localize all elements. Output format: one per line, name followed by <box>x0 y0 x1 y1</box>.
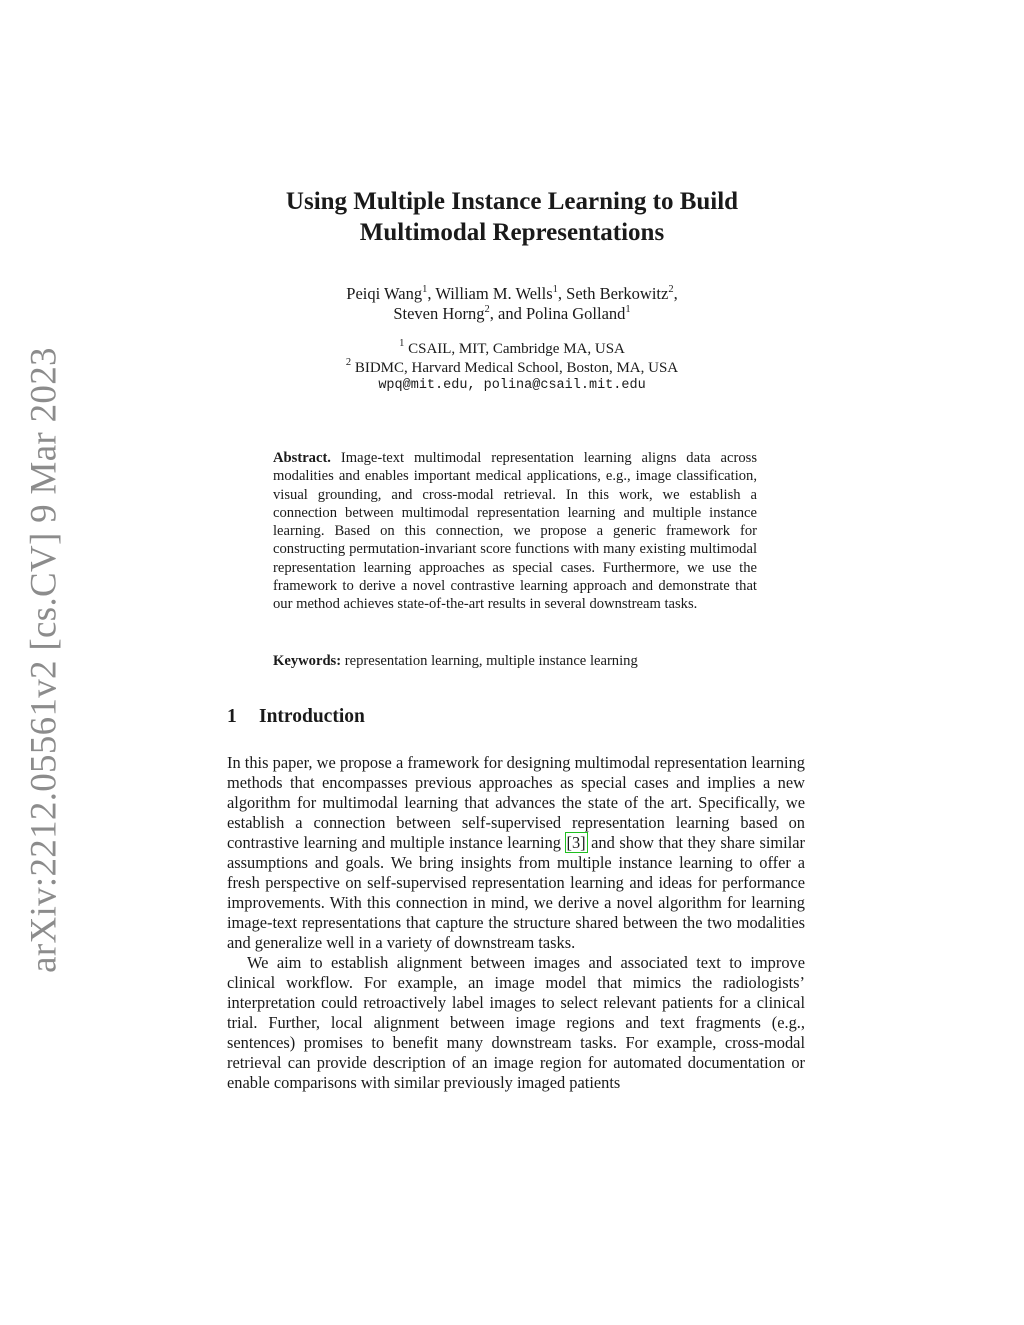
section-heading-introduction <box>227 706 365 728</box>
author-separator: , <box>673 284 678 303</box>
section-title: Introduction <box>259 706 365 727</box>
keywords <box>273 652 757 670</box>
affiliation-2 <box>0 356 1024 378</box>
keywords-label: Keywords: <box>273 653 342 669</box>
abstract-label: Abstract. <box>273 450 331 466</box>
author-affiliation-mark: 2 <box>668 283 674 295</box>
author-name: Polina Golland <box>525 304 626 323</box>
author-affiliation-mark: 2 <box>484 303 490 315</box>
author-list <box>0 284 1024 324</box>
abstract-text: Image-text multimodal representation learning aligns data across modalities and enables important medical applications, e.g., image classification, visual grounding, and cross-modal retrieval. In this work, we establish a connection between multimodal representation learning and multiple instance learning. Based on this connection, we propose a generic framework for constructing permutation-invariant score functions with many existing multimodal representation learning approaches as special cases. Furthermore, we use the framework to derive a novel contrastive learning approach and demonstrate that our method achieves state-of-the-art results in several downstream tasks. <box>273 450 757 613</box>
paper-title <box>0 186 1024 248</box>
author-name: William M. Wells <box>435 284 553 303</box>
paragraph-2: We aim to establish alignment between images and associated text to improve clinical workflow. For example, an image model that mimics the radiologists’ interpretation could retroactively label images to select relevant patients for a clinical trial. Further, local alignment between image regions and text fragments (e.g., sentences) promises to benefit many downstream tasks. For example, cross-modal retrieval can provide description of an image region for automated documentation or enable comparisons with similar previously imaged patients <box>227 953 805 1092</box>
author-affiliation-mark: 1 <box>625 303 631 315</box>
affiliation-text: BIDMC, Harvard Medical School, Boston, MA, USA <box>354 359 679 376</box>
author-separator: , and <box>489 304 526 323</box>
author-name: Peiqi Wang <box>346 284 423 303</box>
citation-link[interactable]: [3] <box>566 833 586 852</box>
author-separator: , <box>557 284 567 303</box>
affiliation-text: CSAIL, MIT, Cambridge MA, USA <box>408 341 625 357</box>
title-line-2: Multimodal Representations <box>359 219 665 246</box>
paragraph-1 <box>227 753 805 953</box>
author-line-1 <box>0 284 1024 304</box>
introduction-body <box>227 753 805 1093</box>
author-affiliation-mark: 1 <box>552 283 558 295</box>
author-affiliation-mark: 1 <box>422 283 428 295</box>
section-number: 1 <box>227 706 237 727</box>
keywords-text: representation learning, multiple instance learning <box>344 653 638 669</box>
affiliations <box>0 340 1024 396</box>
author-separator: , <box>427 284 436 303</box>
title-line-1: Using Multiple Instance Learning to Build <box>285 188 739 215</box>
affiliation-mark: 1 <box>399 338 405 349</box>
contact-emails: wpq@mit.edu, polina@csail.mit.edu <box>378 378 646 393</box>
paragraph-1-text-after-citation: and show that they share similar assumptions and goals. We bring insights from multiple instance learning to offer a fresh perspective on self-supervised representation learning and ideas for performance improvements. With this connection in mind, we derive a novel algorithm for learning image-text representations that capture the structure shared between the two modalities and generalize well in a variety of downstream tasks. <box>227 833 805 952</box>
affiliation-mark: 2 <box>345 356 352 368</box>
paragraph-1-text-before-citation: In this paper, we propose a framework for designing multimodal representation learning methods that encompasses previous approaches as special cases and implies a new algorithm for multimodal learning that advances the state of the art. Specifically, we establish a connection between self-supervised representation learning based on contrastive learning and multiple instance learning <box>227 753 805 852</box>
author-line-2 <box>0 304 1024 324</box>
author-name: Seth Berkowitz <box>566 284 669 303</box>
author-name: Steven Horng <box>393 304 485 323</box>
arxiv-identifier-stamp: arXiv:2212.05561v2 [cs.CV] 9 Mar 2023 <box>23 347 65 973</box>
abstract <box>273 449 757 614</box>
affiliation-1 <box>0 340 1024 359</box>
